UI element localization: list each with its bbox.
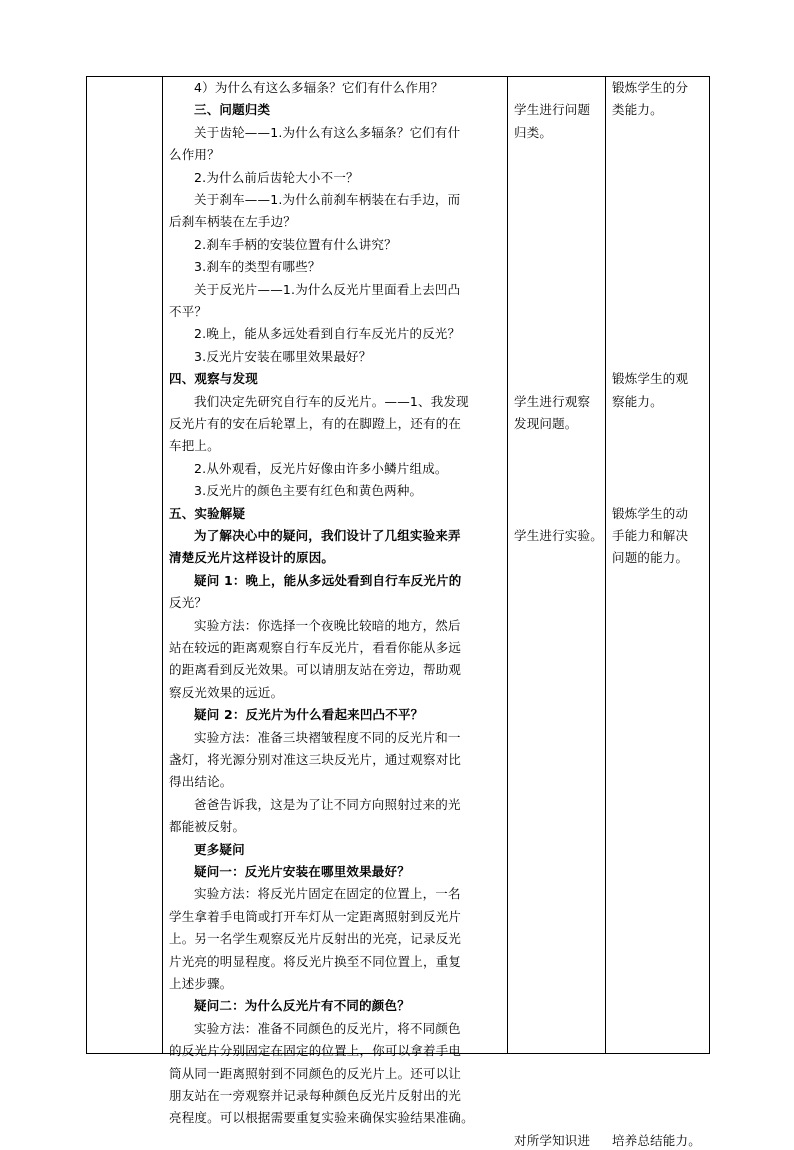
- content-line: 实验方法：你选择一个夜晚比较暗的地方，然后: [194, 617, 461, 633]
- content-line: 反光片有的安在后轮罩上，有的在脚蹬上，还有的在: [169, 416, 462, 431]
- content-line: 盏灯，将光源分别对准这三块反光片，通过观察对比: [169, 752, 462, 767]
- blank-column-cell: [87, 77, 163, 1054]
- content-line: 反光？: [169, 595, 208, 611]
- design-intent-line: 察能力。: [612, 393, 663, 409]
- content-line: 不平？: [169, 304, 208, 319]
- content-line: 得出结论。: [169, 774, 233, 790]
- content-line: 车把上。: [169, 438, 220, 454]
- content-line: 实验方法：准备不同颜色的反光片，将不同颜色: [194, 1020, 461, 1036]
- content-line: 为了解决心中的疑问，我们设计了几组实验来弄: [194, 528, 461, 543]
- design-intent-line: 手能力和解决: [612, 528, 689, 543]
- student-activity-line: 学生进行实验。: [514, 528, 603, 543]
- student-activity-line: 学生进行问题: [514, 102, 591, 118]
- content-line: 三、问题归类: [194, 102, 271, 118]
- student-activity-line: 学生进行观察: [514, 393, 591, 409]
- content-line: 2.从外观看，反光片好像由许多小鳞片组成。: [194, 460, 448, 476]
- design-intent-line: 锻炼学生的动: [612, 505, 689, 521]
- content-line: 筒从同一距离照射到不同颜色的反光片上。还可以让: [169, 1065, 462, 1081]
- content-line: 关于反光片——1.为什么反光片里面看上去凹凸: [194, 281, 461, 297]
- content-line: 的反光片分别固定在固定的位置上，你可以拿着手电: [169, 1043, 462, 1059]
- student-activity-cell: [508, 77, 606, 1148]
- design-intent-line: 类能力。: [612, 102, 663, 118]
- lesson-plan-table: [86, 76, 710, 1148]
- content-line: 实验方法：将反光片固定在固定的位置上，一名: [194, 886, 461, 902]
- content-line: 疑问 2：反光片为什么看起来凹凸不平？: [194, 707, 424, 723]
- content-line: 实验方法：准备三块褶皱程度不同的反光片和一: [194, 729, 461, 745]
- content-line: 上述步骤。: [169, 976, 233, 991]
- design-intent-cell: [606, 77, 710, 1148]
- table-row: [87, 77, 710, 1054]
- student-activity-line: 对所学知识进: [514, 1132, 591, 1148]
- content-line: 我们决定先研究自行车的反光片。——1、我发现: [194, 393, 469, 409]
- design-intent-line: 锻炼学生的分: [612, 80, 689, 95]
- content-line: 疑问一：反光片安装在哪里效果最好？: [194, 864, 410, 879]
- content-line: 关于刹车——1.为什么前刹车柄装在右手边，而: [194, 192, 461, 207]
- content-line: 四、观察与发现: [169, 371, 258, 387]
- content-line: 2.刹车手柄的安装位置有什么讲究？: [194, 236, 397, 252]
- content-line: 清楚反光片这样设计的原因。: [169, 550, 335, 566]
- content-line: 4）为什么有这么多辐条？它们有什么作用？: [194, 80, 444, 95]
- teaching-content-cell: [163, 77, 508, 1126]
- content-line: 2.为什么前后齿轮大小不一？: [194, 169, 359, 185]
- content-line: 3.反光片的颜色主要有红色和黄色两种。: [194, 483, 423, 499]
- content-line: 上。另一名学生观察反光片反射出的光亮，记录反光: [169, 931, 462, 947]
- content-line: 五、实验解疑: [169, 505, 246, 521]
- content-line: 朋友站在一旁观察并记录每种颜色反光片反射出的光: [169, 1088, 462, 1103]
- content-line: 爸爸告诉我，这是为了让不同方向照射过来的光: [194, 796, 461, 812]
- content-line: 察反光效果的远近。: [169, 684, 284, 700]
- content-line: 么作用？: [169, 147, 220, 163]
- student-activity-line: 归类。: [514, 124, 553, 140]
- student-activity-line: 发现问题。: [514, 416, 578, 431]
- content-line: 都能被反射。: [169, 819, 246, 835]
- design-intent-line: 培养总结能力。: [612, 1132, 701, 1148]
- design-intent-line: 问题的能力。: [612, 550, 689, 566]
- content-line: 关于齿轮——1.为什么有这么多辐条？它们有什: [194, 124, 461, 140]
- content-line: 疑问 1：晚上，能从多远处看到自行车反光片的: [194, 572, 462, 588]
- content-line: 3.刹车的类型有哪些？: [194, 259, 321, 275]
- content-line: 后刹车柄装在左手边？: [169, 214, 297, 230]
- content-line: 2.晚上，能从多远处看到自行车反光片的反光？: [194, 326, 461, 342]
- content-line: 疑问二：为什么反光片有不同的颜色？: [194, 998, 410, 1014]
- content-line: 学生拿着手电筒或打开车灯从一定距离照射到反光片: [169, 908, 462, 924]
- content-line: 的距离看到反光效果。可以请朋友站在旁边，帮助观: [169, 662, 462, 678]
- design-intent-line: 锻炼学生的观: [612, 371, 689, 387]
- content-line: 片光亮的明显程度。将反光片换至不同位置上，重复: [169, 953, 462, 969]
- content-line: 站在较远的距离观察自行车反光片，看看你能从多远: [169, 640, 462, 655]
- content-line: 3.反光片安装在哪里效果最好？: [194, 348, 372, 364]
- content-line: 亮程度。可以根据需要重复实验来确保实验结果准确。: [169, 1110, 474, 1126]
- content-line: 更多疑问: [194, 841, 245, 857]
